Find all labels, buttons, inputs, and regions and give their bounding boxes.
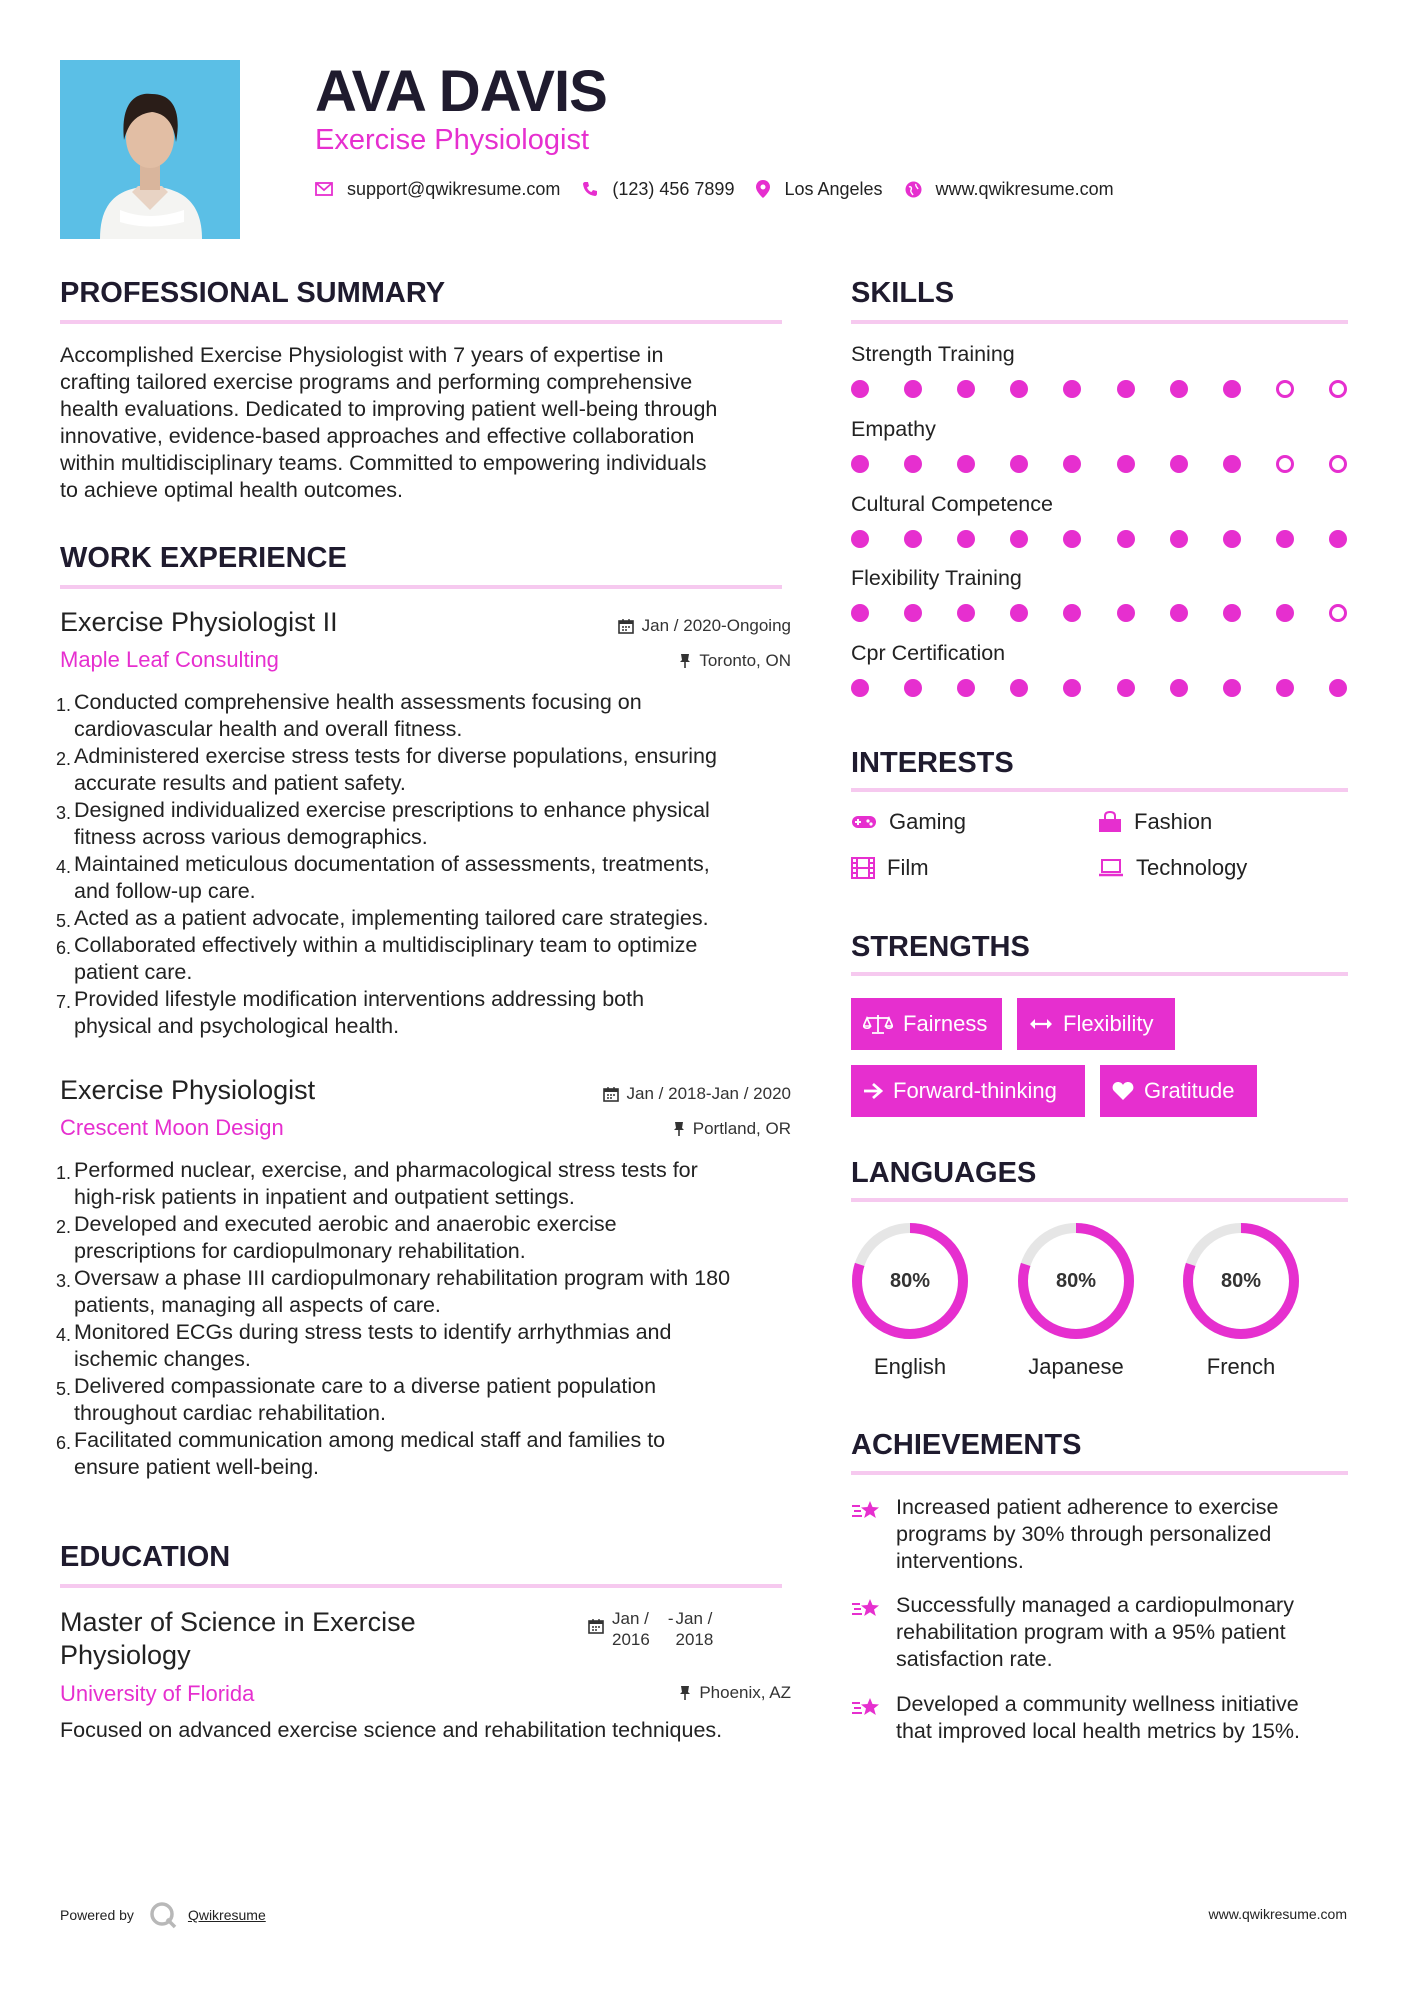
summary-line: within multidisciplinary teams. Committed to empowering individuals	[60, 451, 707, 475]
language-name: English	[873, 1354, 947, 1379]
list-item: 3. Designed individualized exercise prescriptions to enhance physical fitness across various demographics.	[56, 798, 710, 849]
education-heading: EDUCATION	[60, 1541, 231, 1573]
strength-tag: Flexibility	[1017, 998, 1175, 1050]
rating-dot-filled	[1223, 455, 1241, 473]
summary-line: innovative, evidence-based approaches and effective collaboration	[60, 424, 695, 448]
arrows-horizontal-icon	[1029, 1017, 1053, 1031]
globe-icon	[905, 181, 922, 198]
education-rule	[60, 1584, 782, 1588]
rating-dot-filled	[1010, 604, 1028, 622]
rating-dot-filled	[1010, 530, 1028, 548]
contact-location	[756, 179, 882, 200]
job-dates-text: Jan / 2018-Jan / 2020	[626, 1084, 791, 1103]
rating-dot-filled	[1223, 679, 1241, 697]
achievements-heading: ACHIEVEMENTS	[851, 1429, 1082, 1461]
education-dates: Jan / 2016 - Jan / 2018	[588, 1608, 713, 1650]
rating-dot-filled	[1010, 679, 1028, 697]
language-percent: 80%	[1220, 1270, 1262, 1292]
shopping-bag-icon	[1098, 811, 1122, 833]
candidate-name: AVA DAVIS	[315, 59, 607, 124]
rating-dot-filled	[1117, 604, 1135, 622]
calendar-icon	[618, 618, 634, 634]
rating-dot-filled	[851, 530, 869, 548]
summary-line: health evaluations. Dedicated to improving patient well-being through	[60, 397, 718, 421]
film-icon	[851, 857, 875, 879]
email-text: support@qwikresume.com	[347, 178, 561, 199]
rating-dot-filled	[1063, 604, 1081, 622]
qwikresume-logo-icon	[148, 1900, 178, 1930]
shooting-star-icon	[851, 1596, 883, 1624]
rating-dot-filled	[1117, 455, 1135, 473]
job-title: Exercise Physiologist	[60, 1075, 316, 1105]
rating-dot-filled	[957, 679, 975, 697]
skill-name: Flexibility Training	[851, 566, 1022, 590]
job-title: Exercise Physiologist II	[60, 607, 338, 637]
skill-rating	[851, 677, 1341, 699]
rating-dot-filled	[1170, 380, 1188, 398]
rating-dot-filled	[1276, 679, 1294, 697]
job-dates	[618, 615, 791, 637]
envelope-icon	[315, 182, 333, 196]
summary-line: crafting tailored exercise programs and performing comprehensive	[60, 370, 693, 394]
school-name: University of Florida	[60, 1681, 255, 1706]
list-item: 5. Delivered compassionate care to a diverse patient population throughout cardiac rehabilitation.	[56, 1374, 657, 1425]
rating-dot-empty	[1276, 455, 1294, 473]
skill-rating	[851, 528, 1341, 550]
job-bullets	[56, 1157, 796, 1481]
language-percent: 80%	[1055, 1270, 1097, 1292]
rating-dot-filled	[1276, 530, 1294, 548]
job-location	[679, 650, 791, 672]
language-item	[1161, 1220, 1321, 1379]
calendar-icon	[588, 1618, 604, 1634]
contact-website[interactable]	[905, 179, 1114, 200]
rating-dot-filled	[851, 380, 869, 398]
pushpin-icon	[679, 1685, 691, 1701]
strength-tag: Gratitude	[1100, 1065, 1257, 1117]
job-bullets	[56, 689, 796, 1040]
footer-website[interactable]: www.qwikresume.com	[1208, 1906, 1347, 1922]
rating-dot-filled	[1170, 679, 1188, 697]
achievement-item: Successfully managed a cardiopulmonary rehabilitation program with a 95% patient satisfaction rate.	[896, 1593, 1294, 1671]
rating-dot-filled	[1063, 380, 1081, 398]
rating-dot-filled	[1010, 455, 1028, 473]
pushpin-icon	[673, 1121, 685, 1137]
summary-rule	[60, 320, 782, 324]
gamepad-icon	[851, 814, 877, 830]
achievements-rule	[851, 1471, 1348, 1475]
achievement-item: Developed a community wellness initiative that improved local health metrics by 15%.	[896, 1692, 1300, 1743]
qwikresume-link[interactable]: Qwikresume	[187, 1907, 266, 1923]
interests-rule	[851, 788, 1348, 792]
rating-dot-filled	[957, 604, 975, 622]
skill-name: Empathy	[851, 417, 936, 441]
rating-dot-filled	[1170, 530, 1188, 548]
interest-item: Film	[851, 854, 929, 882]
language-item	[996, 1220, 1156, 1379]
skill-name: Strength Training	[851, 342, 1015, 366]
rating-dot-filled	[957, 455, 975, 473]
rating-dot-filled	[957, 530, 975, 548]
job-dates-text: Jan / 2020-Ongoing	[641, 616, 791, 635]
work-heading: WORK EXPERIENCE	[60, 542, 347, 574]
list-item: 1. Conducted comprehensive health assessments focusing on cardiovascular health and overall fitness.	[56, 690, 642, 741]
calendar-icon	[603, 1086, 619, 1102]
list-item: 7. Provided lifestyle modification interventions addressing both physical and psychological health.	[56, 987, 645, 1038]
list-item: 3. Oversaw a phase III cardiopulmonary rehabilitation program with 180 patients, managing all aspects of care.	[56, 1266, 731, 1317]
job-dates	[603, 1083, 791, 1105]
footer-powered-by: Powered by Qwikresume	[60, 1900, 266, 1930]
contact-email[interactable]	[315, 179, 560, 200]
job-company: Crescent Moon Design	[60, 1115, 284, 1140]
rating-dot-filled	[1223, 604, 1241, 622]
phone-icon	[582, 181, 598, 197]
rating-dot-empty	[1329, 380, 1347, 398]
rating-dot-filled	[904, 679, 922, 697]
interest-item: Technology	[1098, 854, 1247, 882]
skills-heading: SKILLS	[851, 277, 955, 309]
degree-title: Master of Science in Exercise Physiology	[60, 1607, 416, 1670]
location-text: Los Angeles	[784, 178, 883, 199]
shooting-star-icon	[851, 1498, 883, 1526]
rating-dot-filled	[1223, 380, 1241, 398]
summary-heading: PROFESSIONAL SUMMARY	[60, 277, 446, 309]
summary-text	[60, 342, 790, 504]
list-item: 6. Collaborated effectively within a multidisciplinary team to optimize patient care.	[56, 933, 698, 984]
rating-dot-filled	[904, 604, 922, 622]
language-name: French	[1206, 1354, 1276, 1379]
interests-heading: INTERESTS	[851, 747, 1014, 779]
list-item: 4. Monitored ECGs during stress tests to identify arrhythmias and ischemic changes.	[56, 1320, 672, 1371]
rating-dot-filled	[1329, 530, 1347, 548]
job-company: Maple Leaf Consulting	[60, 647, 279, 672]
pushpin-icon	[679, 653, 691, 669]
website-text: www.qwikresume.com	[935, 178, 1114, 199]
skill-name: Cpr Certification	[851, 641, 1006, 665]
education-description: Focused on advanced exercise science and rehabilitation techniques.	[60, 1718, 723, 1742]
map-pin-icon	[756, 180, 770, 198]
job-location	[673, 1118, 791, 1140]
strength-tag: Fairness	[851, 998, 1002, 1050]
balance-scale-icon	[863, 1013, 893, 1035]
strengths-rule	[851, 972, 1348, 976]
rating-dot-filled	[904, 380, 922, 398]
language-percent: 80%	[889, 1270, 931, 1292]
rating-dot-empty	[1329, 604, 1347, 622]
rating-dot-filled	[1170, 604, 1188, 622]
rating-dot-filled	[1117, 380, 1135, 398]
phone-text: (123) 456 7899	[612, 178, 735, 199]
education-location: Phoenix, AZ	[679, 1682, 791, 1704]
rating-dot-filled	[1063, 530, 1081, 548]
rating-dot-filled	[1117, 679, 1135, 697]
skill-name: Cultural Competence	[851, 492, 1053, 516]
candidate-title: Exercise Physiologist	[315, 124, 589, 156]
rating-dot-filled	[1223, 530, 1241, 548]
interest-item: Fashion	[1098, 808, 1212, 836]
summary-line: Accomplished Exercise Physiologist with 7 years of expertise in	[60, 343, 664, 367]
contact-bar	[315, 176, 1136, 202]
languages-rule	[851, 1198, 1348, 1202]
contact-phone[interactable]	[582, 179, 734, 200]
skills-rule	[851, 320, 1348, 324]
strengths-heading: STRENGTHS	[851, 931, 1030, 963]
rating-dot-filled	[851, 679, 869, 697]
rating-dot-filled	[1010, 380, 1028, 398]
shooting-star-icon	[851, 1695, 883, 1723]
languages-heading: LANGUAGES	[851, 1157, 1037, 1189]
rating-dot-filled	[851, 455, 869, 473]
rating-dot-filled	[1329, 679, 1347, 697]
rating-dot-empty	[1329, 455, 1347, 473]
heart-icon	[1112, 1081, 1134, 1101]
rating-dot-filled	[957, 380, 975, 398]
skill-rating	[851, 378, 1341, 400]
rating-dot-filled	[1170, 455, 1188, 473]
rating-dot-filled	[904, 530, 922, 548]
skill-rating	[851, 453, 1341, 475]
interest-item: Gaming	[851, 808, 966, 836]
rating-dot-filled	[1276, 604, 1294, 622]
achievement-item: Increased patient adherence to exercise programs by 30% through personalized interventions.	[896, 1495, 1279, 1573]
job-location-text: Portland, OR	[692, 1119, 791, 1138]
rating-dot-filled	[1117, 530, 1135, 548]
rating-dot-filled	[1063, 455, 1081, 473]
language-item	[830, 1220, 990, 1379]
rating-dot-empty	[1276, 380, 1294, 398]
language-name: Japanese	[1028, 1354, 1124, 1379]
arrow-right-icon	[863, 1082, 883, 1100]
skill-rating	[851, 602, 1341, 624]
job-location-text: Toronto, ON	[699, 651, 791, 670]
laptop-icon	[1098, 858, 1124, 878]
list-item: 6. Facilitated communication among medical staff and families to ensure patient well-being.	[56, 1428, 666, 1479]
list-item: 5. Acted as a patient advocate, implementing tailored care strategies.	[56, 906, 709, 931]
strength-tag: Forward-thinking	[851, 1065, 1085, 1117]
profile-photo	[60, 60, 240, 239]
list-item: 4. Maintained meticulous documentation of assessments, treatments, and follow-up care.	[56, 852, 710, 903]
list-item: 2. Developed and executed aerobic and anaerobic exercise prescriptions for cardiopulmonary rehabilitation.	[56, 1212, 617, 1263]
rating-dot-filled	[904, 455, 922, 473]
list-item: 2. Administered exercise stress tests for diverse populations, ensuring accurate results and patient safety.	[56, 744, 717, 795]
rating-dot-filled	[1063, 679, 1081, 697]
rating-dot-filled	[851, 604, 869, 622]
summary-line: to achieve optimal health outcomes.	[60, 478, 404, 502]
list-item: 1. Performed nuclear, exercise, and pharmacological stress tests for high-risk patients in inpatient and outpatient settings.	[56, 1158, 698, 1209]
work-rule	[60, 585, 782, 589]
